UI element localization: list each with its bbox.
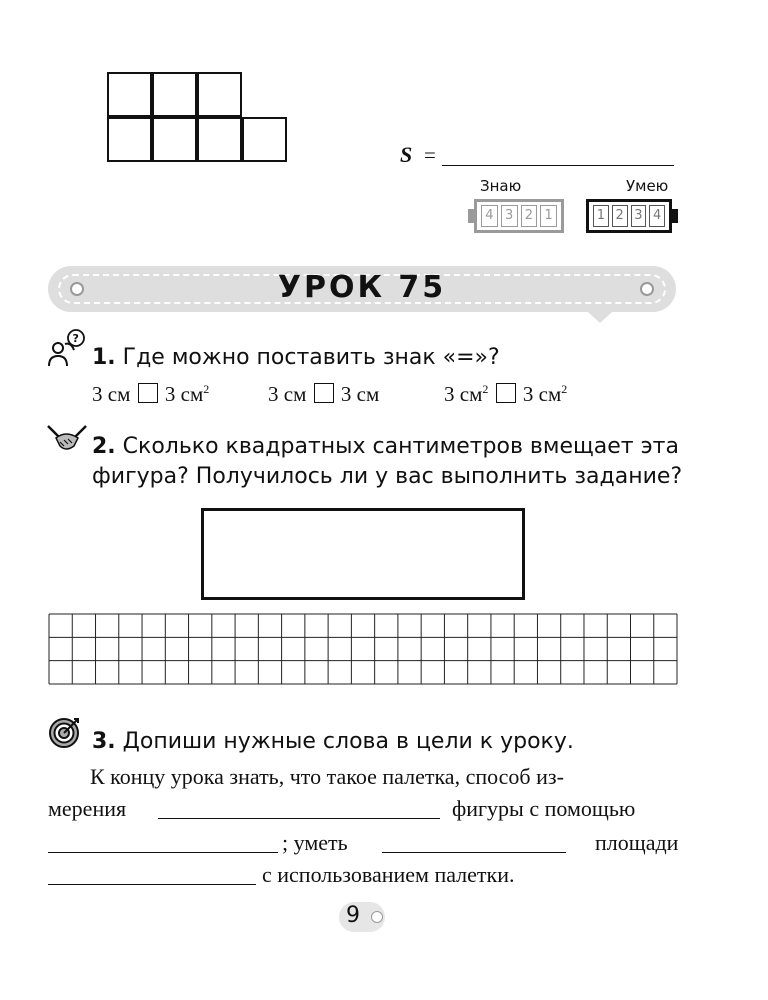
area-equals: = bbox=[424, 143, 436, 167]
task3-para-line3a: ; уметь bbox=[282, 830, 348, 855]
shape-cell bbox=[242, 117, 287, 162]
task3-para-line1: К концу урока знать, что такое палетка, способ из- bbox=[90, 764, 564, 789]
task3-instruction bbox=[92, 729, 574, 754]
can-segment[interactable]: 4 bbox=[649, 205, 665, 227]
svg-text:?: ? bbox=[72, 332, 79, 345]
task2-line1: Сколько квадратных сантиметров вмещает эта bbox=[122, 434, 679, 459]
task3-para-line4: с использованием палетки. bbox=[262, 862, 515, 887]
can-label: Умею bbox=[626, 177, 669, 195]
answer-line-4[interactable] bbox=[48, 884, 256, 885]
shape-cell bbox=[107, 72, 152, 117]
area-answer-line[interactable] bbox=[442, 165, 674, 166]
task1-item-right-sup: 2 bbox=[561, 382, 568, 396]
task1-item-left: 3 см bbox=[444, 382, 483, 406]
can-segment[interactable]: 1 bbox=[593, 205, 609, 227]
task3-para-line3b: площади bbox=[595, 830, 679, 855]
area-label: S bbox=[400, 142, 413, 167]
compare-box[interactable] bbox=[496, 383, 516, 403]
task2-number: 2. bbox=[92, 434, 116, 459]
answer-line-1[interactable] bbox=[158, 818, 440, 819]
task1-item-1 bbox=[92, 382, 209, 407]
can-segment[interactable]: 2 bbox=[612, 205, 628, 227]
task3-para-line2b: фигуры с помощью bbox=[452, 796, 636, 821]
task1-item-2 bbox=[268, 382, 379, 407]
shape-cell bbox=[152, 72, 197, 117]
answer-line-3[interactable] bbox=[382, 852, 566, 853]
think-icon bbox=[46, 328, 88, 370]
page-number-dot bbox=[371, 911, 383, 923]
task1-question bbox=[92, 345, 500, 370]
task2-question bbox=[92, 432, 682, 492]
target-icon bbox=[47, 716, 81, 750]
task1-item-left: 3 см bbox=[92, 382, 131, 406]
answer-line-2[interactable] bbox=[48, 852, 278, 853]
can-segment[interactable]: 3 bbox=[631, 205, 647, 227]
task1-text: Где можно поставить знак «=»? bbox=[122, 345, 500, 370]
know-label: Знаю bbox=[480, 177, 522, 195]
shape-cell bbox=[197, 72, 242, 117]
know-battery[interactable] bbox=[474, 199, 564, 233]
task1-item-3 bbox=[444, 382, 567, 407]
banner-notch bbox=[588, 312, 612, 323]
shape-cell bbox=[152, 117, 197, 162]
task3-text: Допиши нужные слова в цели к уроку. bbox=[122, 729, 574, 754]
task3-para-line2a: мерения bbox=[48, 796, 127, 821]
shape-cell bbox=[197, 117, 242, 162]
compare-box[interactable] bbox=[314, 383, 334, 403]
can-battery-tip bbox=[672, 209, 678, 223]
task1-item-right: 3 см bbox=[164, 382, 204, 406]
know-segment[interactable]: 3 bbox=[501, 205, 518, 227]
shape-cell bbox=[107, 117, 152, 162]
handshake-icon bbox=[44, 420, 90, 456]
know-segment[interactable]: 2 bbox=[521, 205, 538, 227]
can-battery[interactable] bbox=[586, 199, 672, 233]
task2-rectangle bbox=[201, 508, 525, 600]
know-segment[interactable]: 4 bbox=[481, 205, 498, 227]
page-number: 9 bbox=[346, 903, 360, 928]
task1-item-right: 3 см bbox=[522, 382, 562, 406]
task1-item-right-sup: 2 bbox=[203, 382, 210, 396]
lesson-title: УРОК 75 bbox=[277, 270, 447, 305]
task1-number: 1. bbox=[92, 345, 116, 370]
compare-box[interactable] bbox=[138, 383, 158, 403]
task3-number: 3. bbox=[92, 729, 116, 754]
task1-item-left: 3 см bbox=[268, 382, 307, 406]
know-segment[interactable]: 1 bbox=[540, 205, 557, 227]
task1-item-right: 3 см bbox=[340, 382, 380, 406]
task2-line2: фигура? Получилось ли у вас выполнить задание? bbox=[92, 464, 683, 489]
task1-item-left-sup: 2 bbox=[482, 382, 489, 396]
grid-paper[interactable] bbox=[48, 613, 678, 685]
